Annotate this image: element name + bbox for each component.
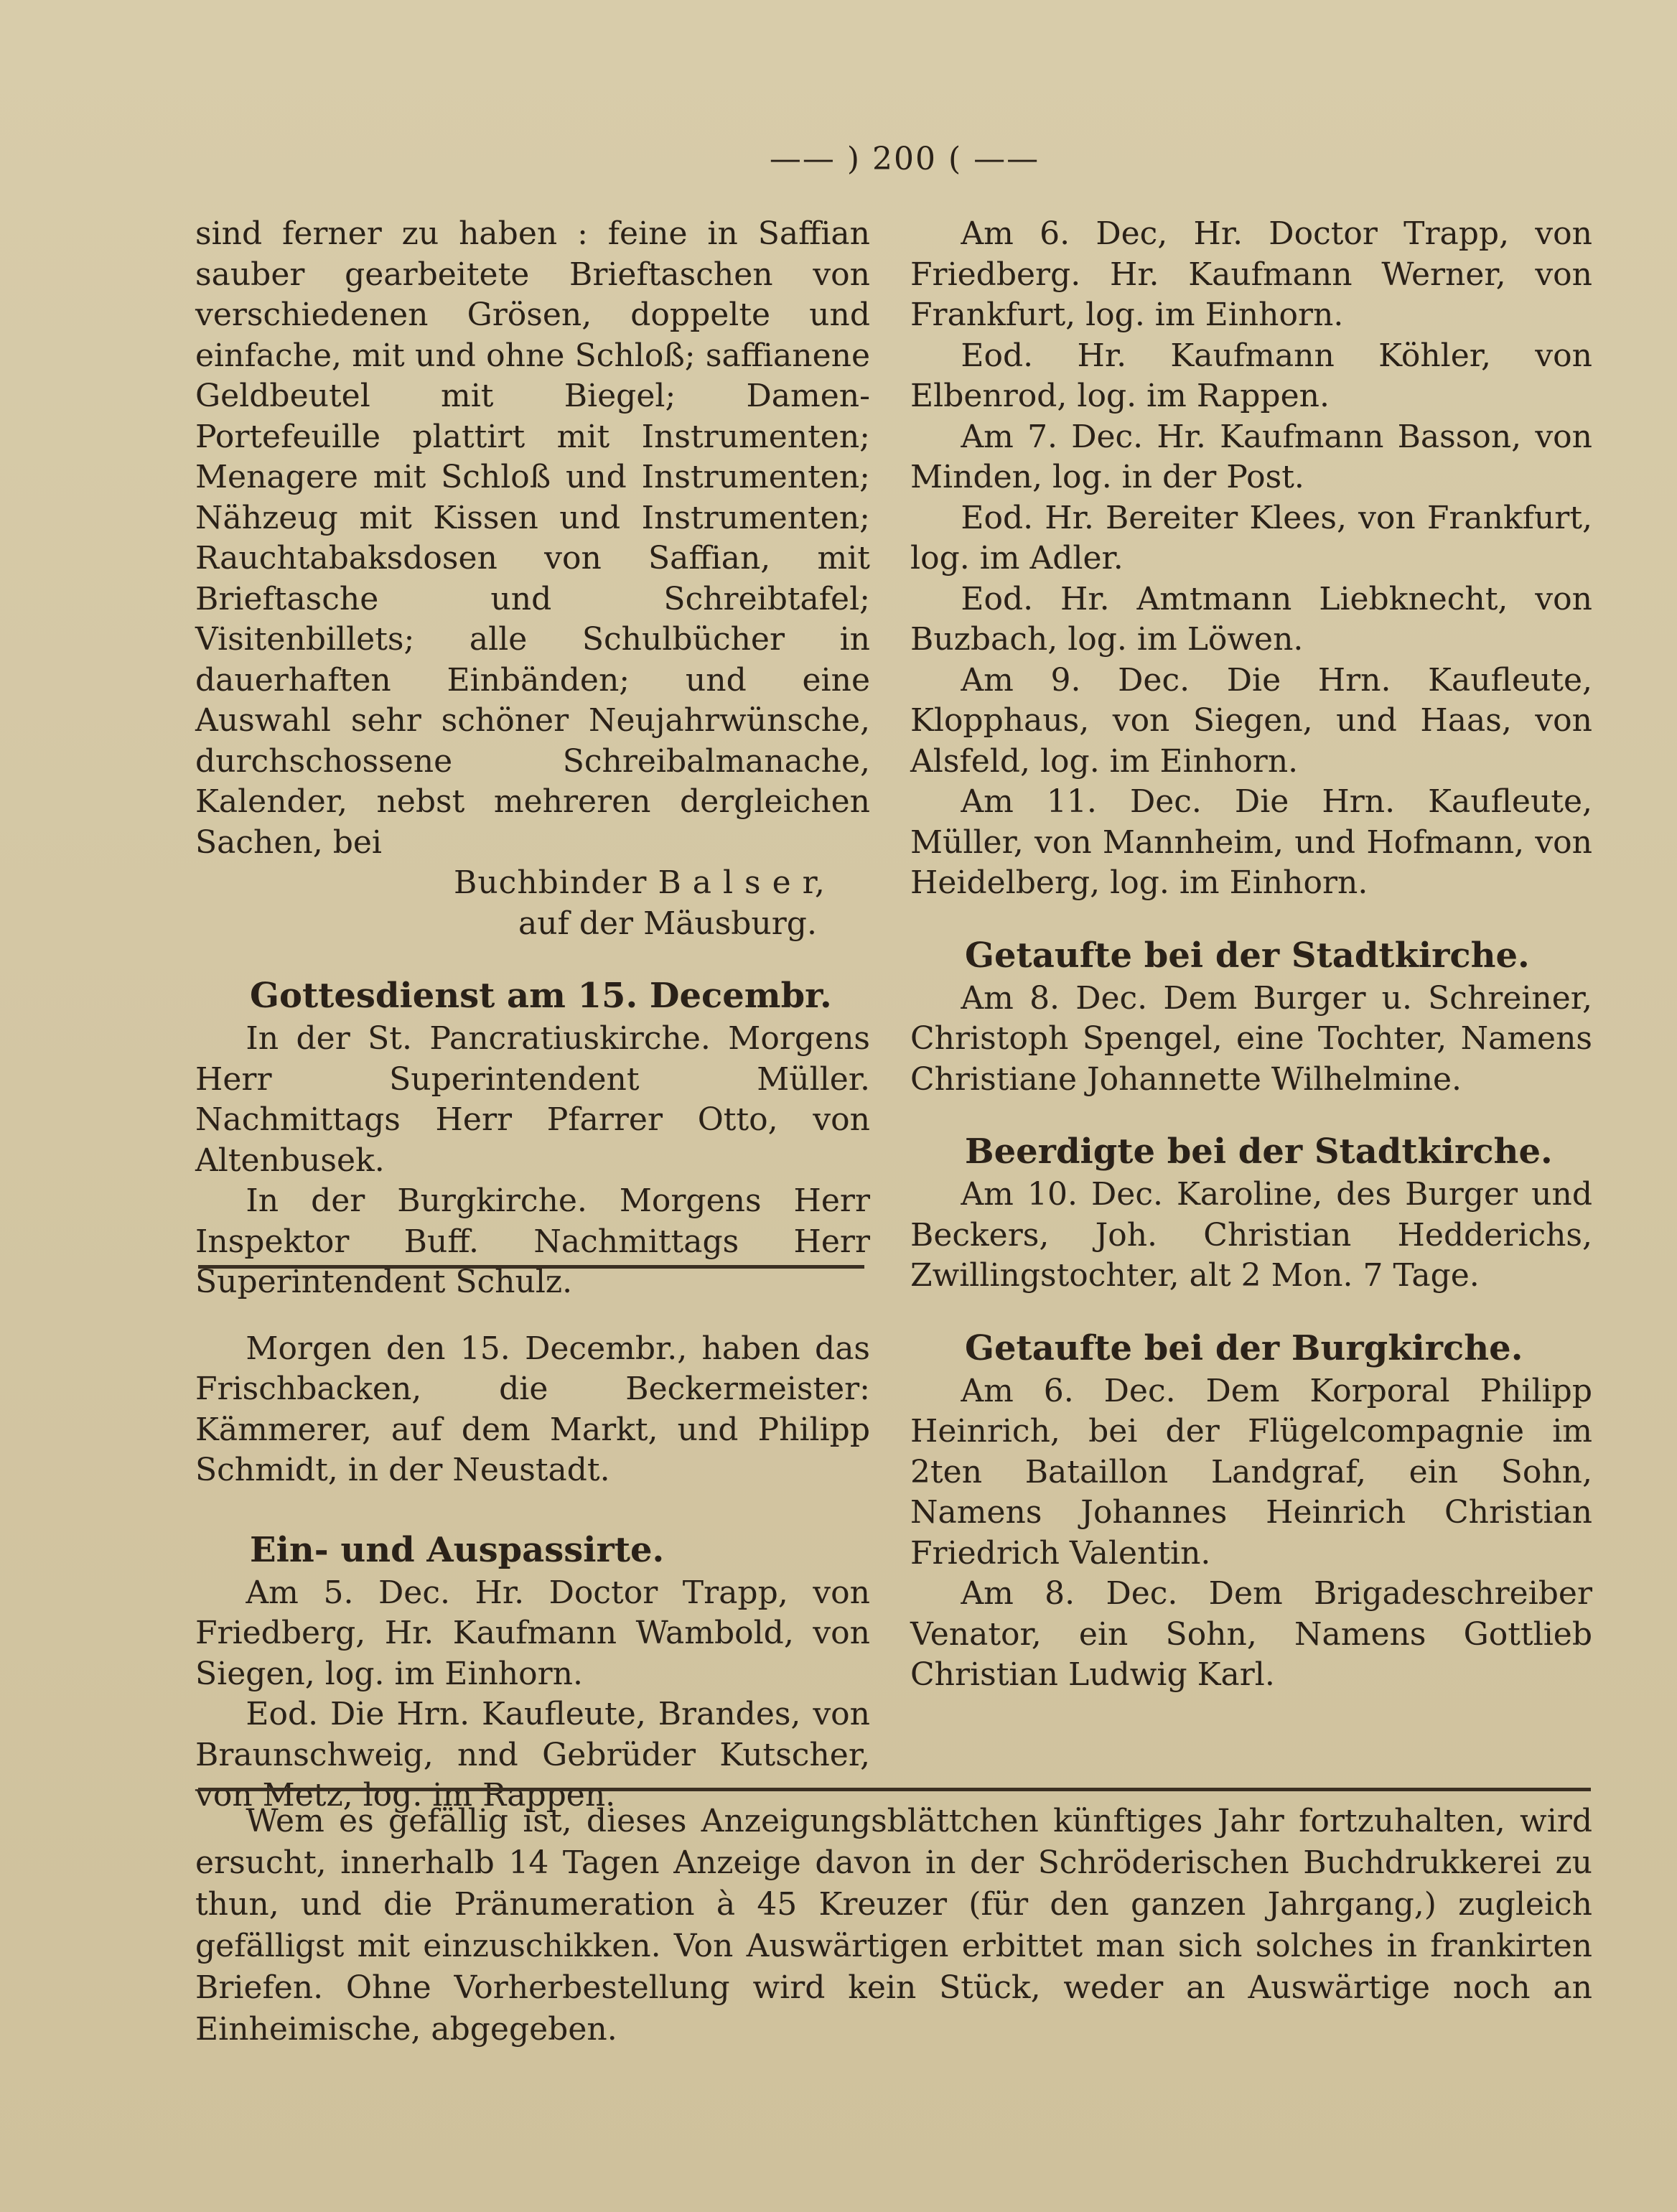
baptized-castle-heading: Getaufte bei der Burgkirche. — [965, 1327, 1523, 1368]
footer-divider — [198, 1788, 1591, 1791]
travelers-entry-eod-brandes: Eod. Die Hrn. Kaufleute, Brandes, von Braunschweig, nnd Gebrüder Kutscher, von Metz, log. im Rappen. — [195, 1696, 870, 1814]
bookbinder-ad-text: sind ferner zu haben : feine in Saffian sauber gearbeitete Brieftaschen von verschiedenen Grösen, doppelte und einfache, mit und ohne Schloß; saffianene Geldbeutel mit Biegel; Damen-Portefeuille plattirt mit Instrumenten; Menagere mit Schloß und Instrumenten; Nähzeug mit Kissen und Instrumenten; Rauchtabaksdosen von Saffian, mit Brieftasche und Schreibtafel; Visitenbillets; alle Schulbücher in dauerhaften Einbänden; und eine Auswahl sehr schöner Neujahrwünsche, durchschossene Schreibalmanache, Kalender, nebst mehreren dergleichen Sachen, bei — [195, 215, 870, 861]
baptized-castle-entry-6dec: Am 6. Dec. Dem Korporal Philipp Heinrich, bei der Flügelcompagnie im 2ten Bataillon Landgraf, ein Sohn, Namens Johannes Heinrich Christian Friedrich Valentin. — [910, 1372, 1592, 1572]
travelers-entry-7dec: Am 7. Dec. Hr. Kaufmann Basson, von Minden, log. in der Post. — [910, 418, 1592, 495]
left-column — [195, 214, 870, 1816]
travelers-entry-koehler: Eod. Hr. Kaufmann Köhler, von Elbenrod, log. im Rappen. — [910, 337, 1592, 414]
travelers-entry-9dec: Am 9. Dec. Die Hrn. Kaufleute, Klopphaus, von Siegen, und Haas, von Alsfeld, log. im Einhorn. — [910, 661, 1592, 780]
travelers-entry-11dec: Am 11. Dec. Die Hrn. Kaufleute, Müller, von Mannheim, und Hofmann, von Heidelberg, log. im Einhorn. — [910, 783, 1592, 901]
bookbinder-ad-signature: Buchbinder B a l s e r, — [454, 864, 826, 901]
footer-block — [195, 1801, 1592, 2050]
travelers-entry-liebknecht: Eod. Hr. Amtmann Liebknecht, von Buzbach, log. im Löwen. — [910, 580, 1592, 658]
bookbinder-ad-address: auf der Mäusburg. — [518, 905, 817, 942]
worship-heading: Gottesdienst am 15. Decembr. — [250, 976, 832, 1016]
travelers-entry-6dec: Am 6. Dec, Hr. Doctor Trapp, von Friedberg. Hr. Kaufmann Werner, von Frankfurt, log. im Einhorn. — [910, 215, 1592, 333]
travelers-entry-klees: Eod. Hr. Bereiter Klees, von Frankfurt, log. im Adler. — [910, 499, 1592, 577]
baptized-city-entry: Am 8. Dec. Dem Burger u. Schreiner, Christoph Spengel, eine Tochter, Namens Christiane Johannette Wilhelmine. — [910, 979, 1592, 1098]
page-number: —— ) 200 ( —— — [769, 141, 1040, 177]
worship-burgkirche: In der Burgkirche. Morgens Herr Inspektor Buff. Nachmittags Herr Superintendent Schulz. — [195, 1182, 870, 1300]
right-column — [910, 214, 1592, 1696]
baptized-city-heading: Getaufte bei der Stadtkirche. — [965, 935, 1530, 976]
baptized-castle-entry-8dec: Am 8. Dec. Dem Brigadeschreiber Venator, ein Sohn, Namens Gottlieb Christian Ludwig Karl. — [910, 1575, 1592, 1693]
buried-city-heading: Beerdigte bei der Stadtkirche. — [965, 1131, 1553, 1172]
worship-pancratius: In der St. Pancratiuskirche. Morgens Herr Superintendent Müller. Nachmittags Herr Pfarrer Otto, von Altenbusek. — [195, 1020, 870, 1179]
travelers-heading: Ein- und Auspassirte. — [250, 1529, 665, 1570]
left-divider — [198, 1265, 864, 1269]
subscription-notice: Wem es gefällig ist, dieses Anzeigungsblättchen künftiges Jahr fortzuhalten, wird ersucht, innerhalb 14 Tagen Anzeige davon in der Schröderischen Buchdrukkerei zu thun, und die Pränumeration à 45 Kreuzer (für den ganzen Jahrgang,) zugleich gefälligst mit einzuschikken. Von Auswärtigen erbittet man sich solches in frankirten Briefen. Ohne Vorherbestellung wird kein Stück, weder an Auswärtige noch an Einheimische, abgegeben. — [195, 1803, 1592, 2048]
buried-city-entry: Am 10. Dec. Karoline, des Burger und Beckers, Joh. Christian Hedderichs, Zwillingstochter, alt 2 Mon. 7 Tage. — [910, 1176, 1592, 1294]
bakers-notice: Morgen den 15. Decembr., haben das Frischbacken, die Beckermeister: Kämmerer, auf dem Markt, und Philipp Schmidt, in der Neustadt. — [195, 1330, 870, 1488]
travelers-entry-5dec: Am 5. Dec. Hr. Doctor Trapp, von Friedberg, Hr. Kaufmann Wambold, von Siegen, log. im Einhorn. — [195, 1574, 870, 1692]
